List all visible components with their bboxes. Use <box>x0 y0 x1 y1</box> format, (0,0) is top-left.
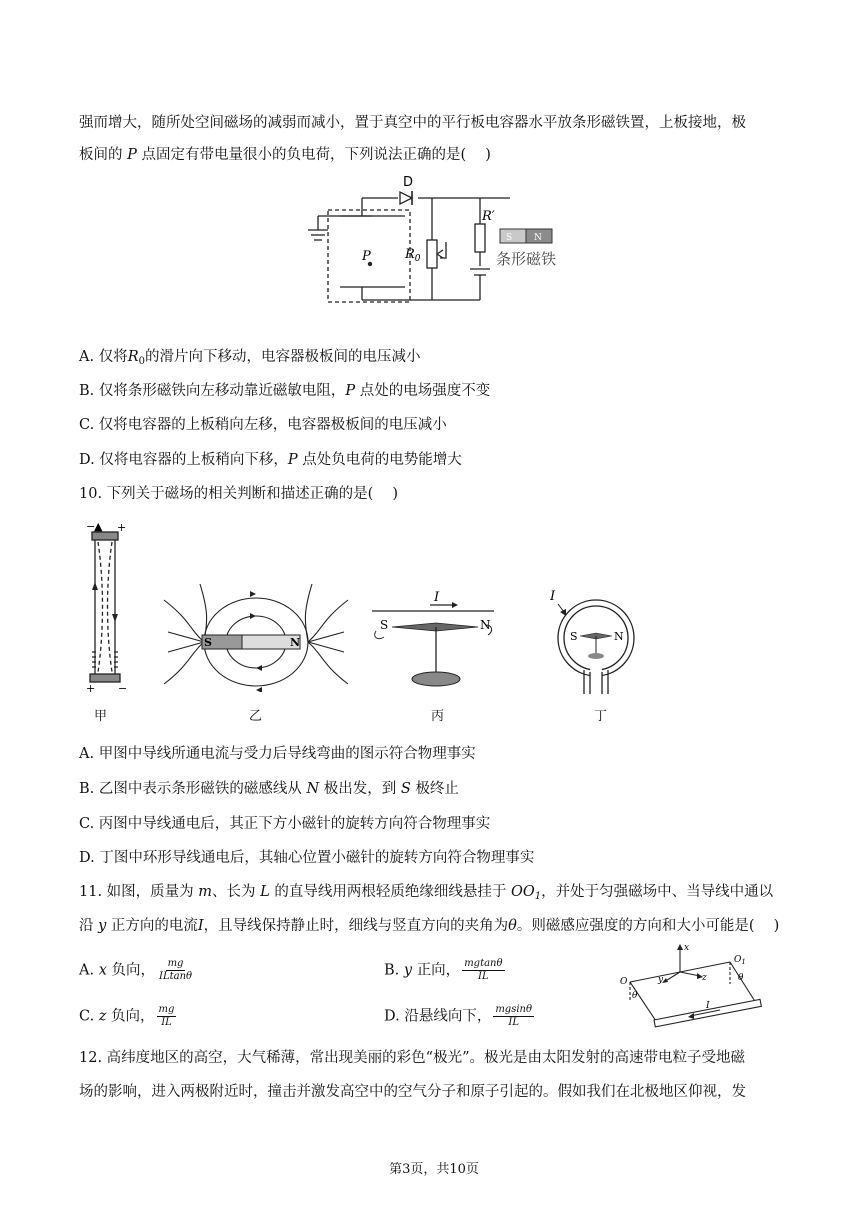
fig-x: x <box>684 943 690 953</box>
q11-option-d: D. 沿悬线向下， $\frac{mgsin\theta}{IL}$ <box>384 1004 533 1028</box>
svg-text:+: + <box>86 682 96 694</box>
magnet-label: 条形磁铁 <box>496 250 557 268</box>
intro-line-2: 板间的 P 点固定有带电量很小的负电荷，下列说法正确的是( ) <box>79 147 491 163</box>
q12-line-1: 12. 高纬度地区的高空，大气稀薄，常出现美丽的彩色“极光”。极光是由太阳发射的高速带电粒子受地磁 <box>79 1050 745 1066</box>
figure-bing <box>370 587 500 692</box>
q11-figure <box>610 942 770 1038</box>
svg-text:−: − <box>86 522 96 533</box>
fig-theta-2: θ <box>738 973 744 983</box>
q9-option-c: C. 仅将电容器的上板稍向左移，电容器极板间的电压减小 <box>79 417 447 433</box>
yi-s: S <box>204 636 212 649</box>
bing-i: I <box>434 590 440 605</box>
q9-option-a: A. 仅将$R_0$的滑片向下移动，电容器极板间的电压减小 <box>79 349 421 367</box>
caption-jia: 甲 <box>94 709 108 724</box>
svg-text:−: − <box>118 682 128 694</box>
svg-text:+: + <box>117 522 127 534</box>
intro-line-1: 强而增大，随所处空间磁场的减弱而减小，置于真空中的平行板电容器水平放条形磁铁置，上板接地，极 <box>79 115 746 131</box>
point-p-label: P <box>362 249 371 264</box>
fig-i: I <box>706 1001 710 1011</box>
fig-o1: $O_1$ <box>734 955 746 966</box>
fig-z: z <box>702 973 707 983</box>
q11-stem-line-1: 11. 如图，质量为 m、长为 L 的直导线用两根轻质绝缘细线悬挂于 $OO_1$，并处于匀强磁场中、当导线中通以 <box>79 884 774 902</box>
q10-option-b: B. 乙图中表示条形磁铁的磁感线从 N 极出发，到 S 极终止 <box>79 781 459 797</box>
fig-o: O <box>620 977 628 987</box>
rprime-label: R′ <box>482 209 495 224</box>
q10-option-c: C. 丙图中导线通电后，其正下方小磁针的旋转方向符合物理事实 <box>79 816 491 832</box>
ding-i: I <box>550 590 556 604</box>
bing-n: N <box>480 618 491 632</box>
caption-ding: 丁 <box>594 709 608 724</box>
q10-stem: 10. 下列关于磁场的相关判断和描述正确的是( ) <box>79 486 399 502</box>
q11-option-a: A. x 负向， $\frac{mg}{ILtan\theta}$ <box>79 958 193 982</box>
ding-s: S <box>570 630 578 643</box>
figure-yi <box>160 580 352 692</box>
q12-line-2: 场的影响，进入两极附近时，撞击并激发高空中的空气分子和原子引起的。假如我们在北极地区仰视，发 <box>79 1084 746 1100</box>
figure-ding <box>550 590 640 700</box>
magnet-n: N <box>534 233 542 243</box>
fig-y: y <box>658 975 664 985</box>
r0-label: $R_0$ <box>405 247 421 264</box>
svg-text:▲: ▲ <box>94 522 103 533</box>
q11-option-c: C. z 负向， $\frac{mg}{IL}$ <box>79 1004 175 1028</box>
caption-bing: 丙 <box>431 709 445 724</box>
fig-theta-1: θ <box>632 991 638 1001</box>
circuit-figure <box>300 172 580 312</box>
page-footer: 第3页，共10页 <box>389 1162 479 1177</box>
q11-stem-line-2: 沿 y 正方向的电流I，且导线保持静止时，细线与竖直方向的夹角为θ。则磁感应强度的方向和大小可能是( ) <box>79 918 780 934</box>
figure-jia <box>84 522 134 694</box>
bing-s: S <box>380 618 389 632</box>
magnet-s: S <box>506 233 513 243</box>
q10-option-a: A. 甲图中导线所通电流与受力后导线弯曲的图示符合物理事实 <box>79 746 476 762</box>
yi-n: N <box>290 636 301 649</box>
diode-label: D <box>403 175 414 190</box>
q10-option-d: D. 丁图中环形导线通电后，其轴心位置小磁针的旋转方向符合物理事实 <box>79 850 535 866</box>
q11-option-b: B. y 正向， $\frac{mgtan\theta}{IL}$ <box>384 958 503 982</box>
caption-yi: 乙 <box>249 709 263 724</box>
ding-n: N <box>614 630 624 643</box>
q9-option-b: B. 仅将条形磁铁向左移动靠近磁敏电阻，P 点处的电场强度不变 <box>79 383 491 399</box>
q9-option-d: D. 仅将电容器的上板稍向下移，P 点处负电荷的电势能增大 <box>79 452 462 468</box>
